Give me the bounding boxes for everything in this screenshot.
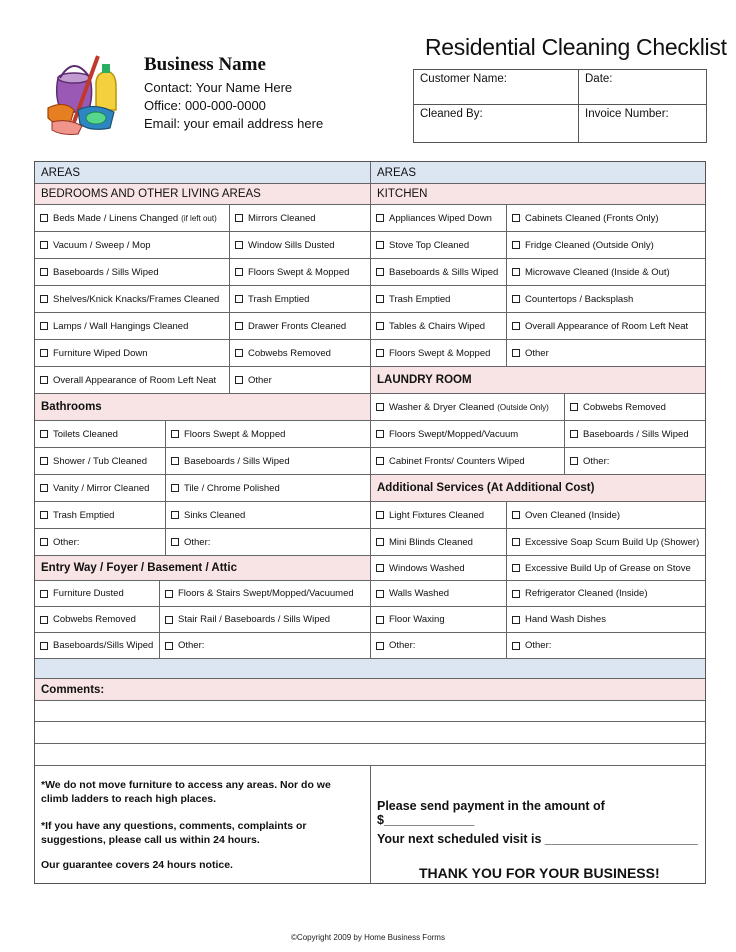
checklist-item[interactable]: Tables & Chairs Wiped [371,313,507,339]
bedrooms-title: BEDROOMS AND OTHER LIVING AREAS [41,188,261,200]
checklist-item[interactable]: Toilets Cleaned [35,421,166,447]
checklist-item[interactable]: Tile / Chrome Polished [166,475,370,501]
checkbox-icon[interactable] [376,457,384,465]
table-row [371,421,705,448]
checklist-item[interactable]: Trash Emptied [371,286,507,312]
checklist-item[interactable]: Walls Washed [371,581,507,606]
office-line: Office: 000-000-0000 [144,98,266,113]
checkbox-icon[interactable] [376,538,384,546]
checklist-item[interactable]: Cobwebs Removed [35,607,160,632]
checkbox-icon[interactable] [512,214,520,222]
contact-note: *If you have any questions, comments, complaints or suggestions, please call us within 24 hours. [41,820,307,846]
bathrooms-header [35,394,370,421]
table-row [35,259,370,286]
checkbox-icon[interactable] [40,484,48,492]
checkbox-icon[interactable] [512,538,520,546]
checkbox-icon[interactable] [171,484,179,492]
checkbox-icon[interactable] [512,616,520,624]
checklist-item[interactable]: Furniture Dusted [35,581,160,606]
checklist-table [34,161,706,884]
checklist-item[interactable]: Trash Emptied [230,286,370,312]
checkbox-icon[interactable] [40,511,48,519]
checkbox-icon[interactable] [40,241,48,249]
checklist-item[interactable]: Appliances Wiped Down [371,205,507,231]
checklist-item[interactable]: Overall Appearance of Room Left Neat [35,367,230,393]
entry-header [35,556,370,581]
payment-amount-line[interactable]: Please send payment in the amount of $_____________ [377,799,605,827]
checkbox-icon[interactable] [40,295,48,303]
checklist-item[interactable]: Cabinets Cleaned (Fronts Only) [507,205,705,231]
table-row [35,286,370,313]
checkbox-icon[interactable] [165,642,173,650]
checklist-item[interactable]: Cobwebs Removed [230,340,370,366]
checklist-item[interactable]: Floors Swept & Mopped [230,259,370,285]
checklist-item[interactable]: Other: [166,529,370,555]
checkbox-icon[interactable] [40,590,48,598]
checklist-item[interactable]: Countertops / Backsplash [507,286,705,312]
table-row [371,205,705,232]
checklist-item[interactable]: Mini Blinds Cleaned [371,529,507,555]
checklist-item[interactable]: Stair Rail / Baseboards / Sills Wiped [160,607,370,632]
table-row [371,394,705,421]
checkbox-icon[interactable] [376,214,384,222]
checkbox-icon[interactable] [235,349,243,357]
checkbox-icon[interactable] [512,349,520,357]
comment-line[interactable] [35,722,705,744]
checkbox-icon[interactable] [376,590,384,598]
checklist-item[interactable]: Other: [565,448,705,474]
checklist-item[interactable]: Baseboards / Sills Wiped [35,259,230,285]
checklist-item[interactable]: Trash Emptied [35,502,166,528]
checkbox-icon[interactable] [235,322,243,330]
checkbox-icon[interactable] [376,430,384,438]
checkbox-icon[interactable] [512,642,520,650]
table-row [371,313,705,340]
table-row [371,502,705,529]
checkbox-icon[interactable] [376,349,384,357]
checklist-item[interactable]: Furniture Wiped Down [35,340,230,366]
checklist-item[interactable]: Cabinet Fronts/ Counters Wiped [371,448,565,474]
checkbox-icon[interactable] [165,590,173,598]
table-row [35,205,370,232]
checkbox-icon[interactable] [376,642,384,650]
checkbox-icon[interactable] [171,538,179,546]
checklist-item[interactable]: Light Fixtures Cleaned [371,502,507,528]
furniture-note: *We do not move furniture to access any areas. Nor do we climb ladders to reach high places. [41,779,331,805]
checklist-item[interactable]: Baseboards/Sills Wiped [35,633,160,658]
checklist-item[interactable]: Baseboards & Sills Wiped [371,259,507,285]
checkbox-icon[interactable] [570,430,578,438]
checkbox-icon[interactable] [165,616,173,624]
checklist-item[interactable]: Other: [371,633,507,658]
checkbox-icon[interactable] [376,403,384,411]
checklist-item[interactable]: Other [507,340,705,366]
checkbox-icon[interactable] [171,430,179,438]
business-name: Business Name [144,54,266,75]
comment-line[interactable] [35,701,705,722]
table-row [371,232,705,259]
checkbox-icon[interactable] [235,214,243,222]
kitchen-header [371,184,705,205]
email-line: Email: your email address here [144,116,324,131]
invoice-number-field[interactable]: Invoice Number: [579,105,707,143]
comments-header [35,679,705,701]
checkbox-icon[interactable] [40,349,48,357]
checkbox-icon[interactable] [512,268,520,276]
checkbox-icon[interactable] [512,241,520,249]
checklist-item[interactable]: Overall Appearance of Room Left Neat [507,313,705,339]
areas-label: AREAS [41,166,80,179]
checkbox-icon[interactable] [376,564,384,572]
table-row [35,340,370,367]
checkbox-icon[interactable] [512,590,520,598]
checkbox-icon[interactable] [376,268,384,276]
checkbox-icon[interactable] [40,214,48,222]
table-row [35,475,370,502]
checklist-item[interactable]: Hand Wash Dishes [507,607,705,632]
checklist-item[interactable]: Baseboards / Sills Wiped [565,421,705,447]
cleaned-by-field[interactable]: Cleaned By: [414,105,579,143]
checkbox-icon[interactable] [570,457,578,465]
table-row [35,529,370,556]
table-row [35,448,370,475]
table-row [35,607,370,633]
table-row [371,259,705,286]
table-row [371,581,705,607]
checkbox-icon[interactable] [40,430,48,438]
checklist-item[interactable]: Washer & Dryer Cleaned (Outside Only) [371,394,565,420]
checkbox-icon[interactable] [376,295,384,303]
contact-line: Contact: Your Name Here [144,80,293,95]
guarantee-note: Our guarantee covers 24 hours notice. [41,859,233,871]
checklist-item[interactable]: Vacuum / Sweep / Mop [35,232,230,258]
checklist-item[interactable]: Beds Made / Linens Changed (if left out) [35,205,230,231]
checkbox-icon[interactable] [376,241,384,249]
thank-you-text: THANK YOU FOR YOUR BUSINESS! [419,865,660,881]
checklist-item[interactable]: Floors Swept & Mopped [371,340,507,366]
checkbox-icon[interactable] [235,295,243,303]
date-field[interactable]: Date: [579,70,707,105]
checkbox-icon[interactable] [235,241,243,249]
table-row [35,313,370,340]
column-divider [370,162,371,659]
checkbox-icon[interactable] [376,322,384,330]
table-row [35,367,370,394]
checkbox-icon[interactable] [40,376,48,384]
checkbox-icon[interactable] [570,403,578,411]
bedrooms-header [35,184,370,205]
page-title: Residential Cleaning Checklist [425,34,727,60]
table-row [35,421,370,448]
table-row [35,232,370,259]
checklist-item[interactable]: Excessive Build Up of Grease on Stove [507,556,705,580]
customer-name-field[interactable]: Customer Name: [414,70,579,105]
checklist-item[interactable]: Cobwebs Removed [565,394,705,420]
table-row [371,633,705,659]
copyright-text: ©Copyright 2009 by Home Business Forms [291,933,445,942]
blue-spacer-row [35,659,705,679]
table-row [371,556,705,581]
checklist-item[interactable]: Other: [160,633,370,658]
checklist-item[interactable]: Floors Swept & Mopped [166,421,370,447]
checkbox-icon[interactable] [512,322,520,330]
checklist-item[interactable]: Floors Swept/Mopped/Vacuum [371,421,565,447]
checklist-item[interactable]: Microwave Cleaned (Inside & Out) [507,259,705,285]
laundry-header [371,367,705,394]
areas-header-right [371,162,705,184]
kitchen-title: KITCHEN [377,188,428,200]
checklist-item[interactable]: Baseboards / Sills Wiped [166,448,370,474]
checklist-item[interactable]: Shower / Tub Cleaned [35,448,166,474]
checkbox-icon[interactable] [171,457,179,465]
comments-label: Comments: [41,683,105,696]
next-visit-line[interactable]: Your next scheduled visit is ______________________ [377,832,698,846]
checkbox-icon[interactable] [40,616,48,624]
areas-header-left [35,162,370,184]
checkbox-icon[interactable] [235,268,243,276]
checklist-item[interactable]: Fridge Cleaned (Outside Only) [507,232,705,258]
checkbox-icon[interactable] [40,268,48,276]
checklist-item[interactable]: Other: [507,633,705,658]
checkbox-icon[interactable] [235,376,243,384]
table-row [371,286,705,313]
additional-header [371,475,705,502]
table-row [371,340,705,367]
table-row [371,448,705,475]
checkbox-icon[interactable] [376,511,384,519]
areas-label: AREAS [377,166,416,179]
checklist-item[interactable]: Shelves/Knick Knacks/Frames Cleaned [35,286,230,312]
table-row [371,607,705,633]
checklist-item[interactable]: Sinks Cleaned [166,502,370,528]
checklist-item[interactable]: Stove Top Cleaned [371,232,507,258]
additional-title: Additional Services (At Additional Cost) [377,482,595,494]
checkbox-icon[interactable] [40,457,48,465]
checklist-item[interactable]: Lamps / Wall Hangings Cleaned [35,313,230,339]
checklist-item[interactable]: Mirrors Cleaned [230,205,370,231]
checkbox-icon[interactable] [512,511,520,519]
table-row [35,502,370,529]
checkbox-icon[interactable] [40,538,48,546]
entry-title: Entry Way / Foyer / Basement / Attic [41,562,237,574]
checklist-item[interactable]: Floor Waxing [371,607,507,632]
footer-divider [370,766,371,883]
checkbox-icon[interactable] [376,616,384,624]
checklist-item[interactable]: Windows Washed [371,556,507,580]
checkbox-icon[interactable] [171,511,179,519]
comment-line[interactable] [35,744,705,766]
checklist-item[interactable]: Other: [35,529,166,555]
checkbox-icon[interactable] [40,642,48,650]
checklist-item[interactable]: Floors & Stairs Swept/Mopped/Vacuumed [160,581,370,606]
checklist-item[interactable]: Oven Cleaned (Inside) [507,502,705,528]
bathrooms-title: Bathrooms [41,401,102,413]
cleaning-supplies-logo [44,44,130,140]
checklist-item[interactable]: Other [230,367,370,393]
checklist-item[interactable]: Refrigerator Cleaned (Inside) [507,581,705,606]
laundry-title: LAUNDRY ROOM [377,374,472,386]
checklist-item[interactable]: Excessive Soap Scum Build Up (Shower) [507,529,705,555]
checkbox-icon[interactable] [512,564,520,572]
checklist-item[interactable]: Drawer Fronts Cleaned [230,313,370,339]
customer-info-table [413,69,707,143]
table-row [35,633,370,659]
checkbox-icon[interactable] [512,295,520,303]
table-row [371,529,705,556]
table-row [35,581,370,607]
checkbox-icon[interactable] [40,322,48,330]
checklist-item[interactable]: Window Sills Dusted [230,232,370,258]
checklist-item[interactable]: Vanity / Mirror Cleaned [35,475,166,501]
